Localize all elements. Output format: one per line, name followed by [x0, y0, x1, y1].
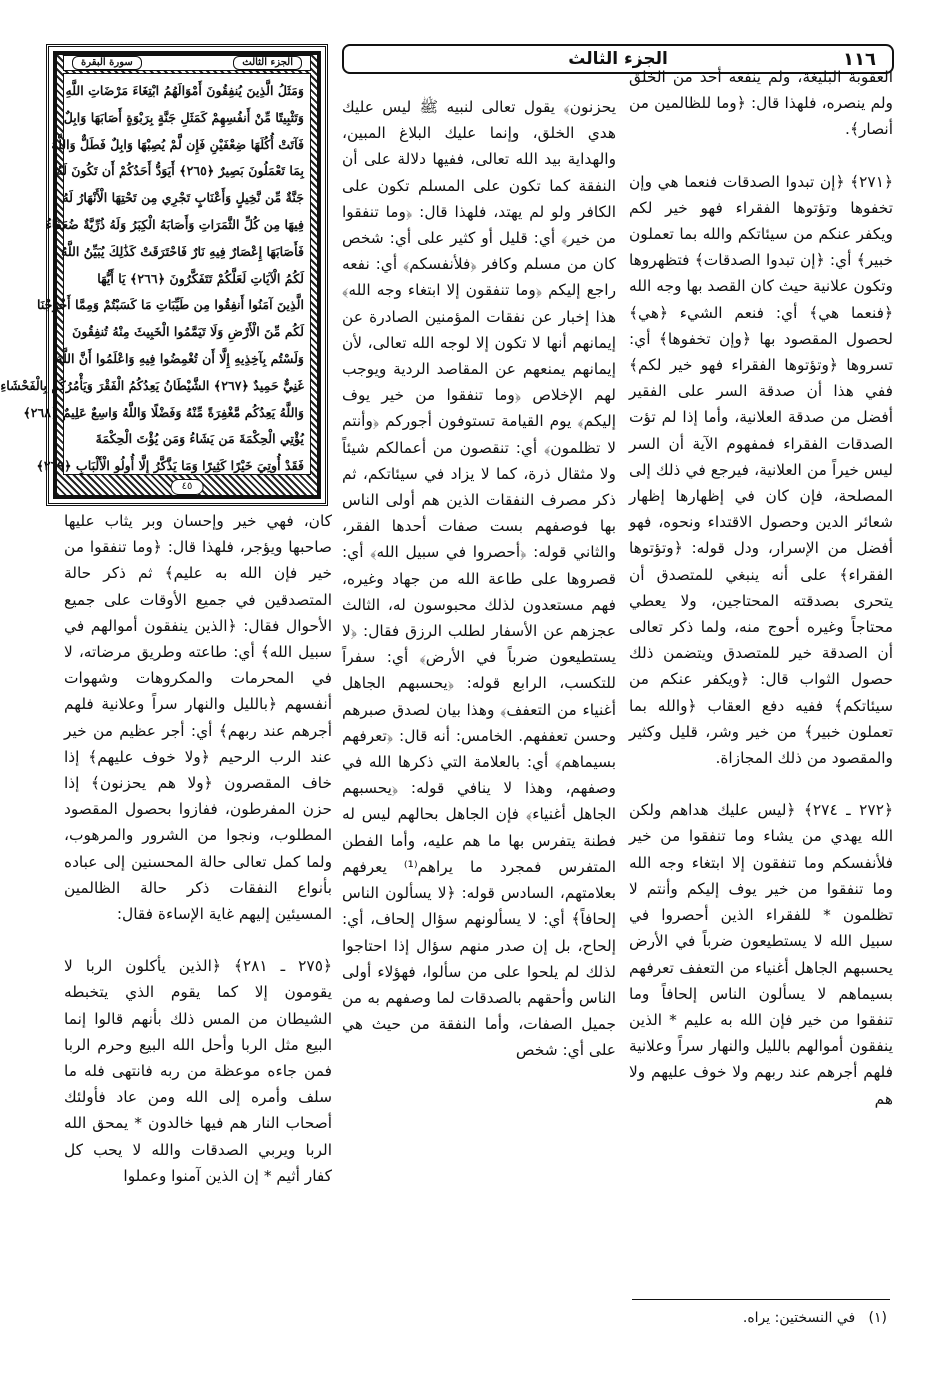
quran-line: لَكُمُ الْآيَاتِ لَعَلَّكُمْ تَتَفَكَّرُونَ ﴿٢٦٦﴾ يَا أَيُّهَا	[97, 270, 304, 286]
spacer	[629, 771, 893, 797]
quran-line: فِيهَا مِن كُلِّ الثَّمَرَاتِ وَأَصَابَهُ الْكِبَرُ وَلَهُ ذُرِّيَّةٌ ضُعَفَاءُ	[45, 216, 304, 232]
footnote	[743, 1310, 887, 1326]
paragraph: ﴿٢٧١﴾ ﴿إن تبدوا الصدقات فنعما هي وإن تخفوها وتؤتوها الفقراء فهو خير لكم ويكفر عنكم من سيئاتكم والله بما تعملون خبير﴾ أي: ﴿إن تبدوا الصدقات﴾ فتظهروها وتكون علانية حيث كان القصد بها وجه الله ﴿فنعما هي﴾ أي: فنعم الشيء ﴿هي﴾ لحصول المقصود بها ﴿وإن تخفوها﴾ أي: تسروها ﴿وتؤتوها الفقراء فهو خير لكم﴾ ففي هذا أن صدقة السر على الفقير أفضل من صدقة العلانية، وأما إذا لم تؤت الصدقات الفقراء فمفهوم الآية أن السر ليس خيراً من العلانية، فيرجع في ذلك إلى المصلحة، فإن كان في إظهارها إظهار شعائر الدين وحصول الاقتداء ونحوه، فهو أفضل من الإسرار، ودل قوله: ﴿وتؤتوها الفقراء﴾ على أنه ينبغي للمتصدق أن يتحرى بصدقته المحتاجين، ولا يعطي محتاجاً وغيره أحوج منه، ولما ذكر تعالى أن الصدقة خير للمتصدق ويتضمن ذلك حصول الثواب قال: ﴿ويكفر عنكم من سيئاتكم﴾ ففيه دفع العقاب ﴿والله بما تعملون خبير﴾ من خير وشر، قليل وكثير والمقصود من ذلك المجازاة.	[629, 172, 893, 768]
paragraph: كان، فهي خير وإحسان وبر يثاب عليها صاحبها ويؤجر، فلهذا قال: ﴿وما تنفقوا من خير فإن الله به عليم﴾ ثم ذكر حالة المتصدقين في جميع الأوقات على جميع الأحوال فقال: ﴿الذين ينفقون أموالهم في سبيل الله﴾ أي: طاعته وطريق مرضاته، لا في المحرمات والمكروهات وشهوات أنفسهم ﴿بالليل والنهار سراً وعلانية فلهم أجرهم عند ربهم﴾ أي: أجر عظيم من خير عند الرب الرحيم ﴿ولا خوف عليهم﴾ إذا خاف المقصرون ﴿ولا هم يحزنون﴾ إذا حزن المفرطون، ففازوا بحصول المقصود المطلوب، ونجوا من الشرور والمرهوب، ولما كمل تعالى حالة المحسنين إلى عباده بأنواع النفقات ذكر حالة الظالمين المسيئين إليهم غاية الإساءة فقال:	[64, 512, 332, 924]
text-column-middle	[342, 94, 616, 1306]
mushaf-surah-label: سورة البقرة	[72, 56, 142, 70]
quran-line: فَأَصَابَهَا إِعْصَارٌ فِيهِ نَارٌ فَاحْتَرَقَتْ كَذَٰلِكَ يُبَيِّنُ اللَّهُ	[61, 243, 304, 259]
mushaf-part-label: الجزء الثالث	[233, 56, 302, 70]
quran-line: فَآتَتْ أُكُلَهَا ضِعْفَيْنِ فَإِن لَّمْ يُصِبْهَا وَابِلٌ فَطَلٌّ وَاللَّهُ	[51, 136, 304, 152]
quran-line: وَاللَّهُ يَعِدُكُم مَّغْفِرَةً مِّنْهُ وَفَضْلًا وَاللَّهُ وَاسِعٌ عَلِيمٌ ﴿٢٦٨﴾	[23, 404, 304, 420]
quran-line: وَتَثْبِيتًا مِّنْ أَنفُسِهِمْ كَمَثَلِ جَنَّةٍ بِرَبْوَةٍ أَصَابَهَا وَابِلٌ	[63, 109, 304, 125]
mushaf-page-number: ٤٥	[171, 479, 204, 495]
footnote-marker: (١)	[868, 1310, 887, 1326]
paragraph: يحزنون﴾ يقول تعالى لنبيه ﷺ ليس عليك هدي الخلق، وإنما عليك البلاغ المبين، والهداية بيد الله تعالى، ففيها دلالة على أن النفقة كما تكون على المسلم تكون على الكافر ولو لم يهتد، فلهذا قال: ﴿وما تنفقوا من خير﴾ أي: قليل أو كثير على أي: شخص كان من مسلم وكافر ﴿فلأنفسكم﴾ أي: نفعه راجع إليكم ﴿وما تنفقون إلا ابتغاء وجه الله﴾ هذا إخبار عن نفقات المؤمنين الصادرة عن إيمانهم أنها لا تكون إلا لوجه الله تعالى، لأن إيمانهم يمنعهم عن المقاصد الردية ويوجب لهم الإخلاص ﴿وما تنفقوا من خير يوف إليكم﴾ يوم القيامة تستوفون أجوركم ﴿وأنتم لا تظلمون﴾ أي: تنقصون من أعمالكم شيئاً ولا مثقال ذرة، كما لا يزاد في سيئاتكم، ثم ذكر مصرف النفقات الذين هم أولى الناس بها فوصفهم بست صفات أحدها الفقر، والثاني قوله: ﴿أحصروا في سبيل الله﴾ أي: قصروها على طاعة الله من جهاد وغيره، فهم مستعدون لذلك محبوسون له، الثالث عجزهم عن الأسفار لطلب الرزق فقال: ﴿لا يستطيعون ضرباً في الأرض﴾ أي: سفراً للتكسب، الرابع قوله: ﴿يحسبهم الجاهل أغنياء من التعفف﴾ وهذا بيان لصدق صبرهم وحسن تعففهم. الخامس: أنه قال: ﴿تعرفهم بسيماهم﴾ أي: بالعلامة التي ذكرها الله في وصفهم، وهذا لا ينافي قوله: ﴿يحسبهم الجاهل أغنياء﴾ فإن الجاهل بحالهم ليس له فطنة يتفرس بها ما هم عليه، وأما الفطن المتفرس فمجرد ما يراهم⁽¹⁾ يعرفهم بعلامتهم، السادس قوله: ﴿لا يسألون الناس إلحافاً﴾ أي: لا يسألونهم سؤال إلحاف، أي: إلحاح، بل إن صدر منهم سؤال إذا احتاجوا لذلك لم يلحوا على من سألوا، فهؤلاء أولى الناس وأحقهم بالصدقات لما وصفهم به من جميل الصفات، وأما النفقة من حيث هي على أي: شخص	[342, 98, 616, 1060]
quran-line: لَكُم مِّنَ الْأَرْضِ وَلَا تَيَمَّمُوا الْخَبِيثَ مِنْهُ تُنفِقُونَ	[72, 324, 304, 340]
quran-line: يُؤْتِي الْحِكْمَةَ مَن يَشَاءُ وَمَن يُؤْتَ الْحِكْمَةَ	[95, 431, 304, 447]
quran-line: الَّذِينَ آمَنُوا أَنفِقُوا مِن طَيِّبَاتِ مَا كَسَبْتُمْ وَمِمَّا أَخْرَجْنَا	[37, 297, 304, 313]
spacer	[629, 143, 893, 169]
mushaf-header	[63, 55, 311, 71]
text-column-left	[64, 508, 332, 1306]
part-title: الجزء الثالث	[568, 49, 668, 69]
paragraph: ﴿٢٧٢ ـ ٢٧٤﴾ ﴿ليس عليك هداهم ولكن الله يهدي من يشاء وما تنفقوا من خير فلأنفسكم وما تنفقون إلا ابتغاء وجه الله وما تنفقوا من خير يوف إليكم وأنتم لا تظلمون * للفقراء الذين أحصروا في سبيل الله لا يستطيعون ضرباً في الأرض يحسبهم الجاهل أغنياء من التعفف تعرفهم بسيماهم لا يسألون الناس إلحافاً وما تنفقوا من خير فإن الله به عليم * الذين ينفقون أموالهم بالليل والنهار سراً وعلانية فلهم أجرهم عند ربهم ولا خوف عليهم ولا هم	[629, 801, 893, 1108]
footnote-divider	[632, 1299, 890, 1300]
quran-line: غَنِيٌّ حَمِيدٌ ﴿٢٦٧﴾ الشَّيْطَانُ يَعِدُكُمُ الْفَقْرَ وَيَأْمُرُكُم بِالْفَحْشَاءِ	[0, 377, 304, 393]
quran-line: وَلَسْتُم بِآخِذِيهِ إِلَّا أَن تُغْمِضُوا فِيهِ وَاعْلَمُوا أَنَّ اللَّهَ	[56, 350, 304, 366]
quran-text	[0, 73, 311, 475]
footnote-text: في النسختين: يراه.	[742, 1310, 856, 1326]
paragraph: ﴿٢٧٥ ـ ٢٨١﴾ ﴿الذين يأكلون الربا لا يقومون إلا كما يقوم الذي يتخبطه الشيطان من المس ذلك بأنهم قالوا إنما البيع مثل الربا وأحل الله البيع وحرم الربا فمن جاءه موعظة من ربه فانتهى فله ما سلف وأمره إلى الله ومن عاد فأولئك أصحاب النار هم فيها خالدون * يمحق الله الربا ويربي الصدقات والله لا يحب كل كفار أثيم * إن الذين آمنوا وعملوا	[64, 957, 332, 1185]
paragraph: العقوبة البليغة، ولم ينفعه أحد من الخلق ولم ينصره، فلهذا قال: ﴿وما للظالمين من أنصار﴾.	[629, 68, 893, 139]
text-column-right	[629, 64, 893, 1306]
quran-page-box	[0, 44, 328, 506]
quran-line: وَمَثَلُ الَّذِينَ يُنفِقُونَ أَمْوَالَهُمُ ابْتِغَاءَ مَرْضَاتِ اللَّهِ	[65, 83, 304, 98]
quran-line: جَنَّةٌ مِّن نَّخِيلٍ وَأَعْنَابٍ تَجْرِي مِن تَحْتِهَا الْأَنْهَارُ لَهُ	[62, 190, 304, 206]
spacer	[64, 927, 332, 953]
page-number: ١١٦	[843, 49, 876, 70]
quran-line: بِمَا تَعْمَلُونَ بَصِيرٌ ﴿٢٦٥﴾ أَيَوَدُّ أَحَدُكُمْ أَن تَكُونَ لَهُ	[56, 163, 304, 179]
quran-line: فَقَدْ أُوتِيَ خَيْرًا كَثِيرًا وَمَا يَذَّكَّرُ إِلَّا أُولُو الْأَلْبَابِ ﴿٢٦٩﴾	[36, 458, 304, 474]
